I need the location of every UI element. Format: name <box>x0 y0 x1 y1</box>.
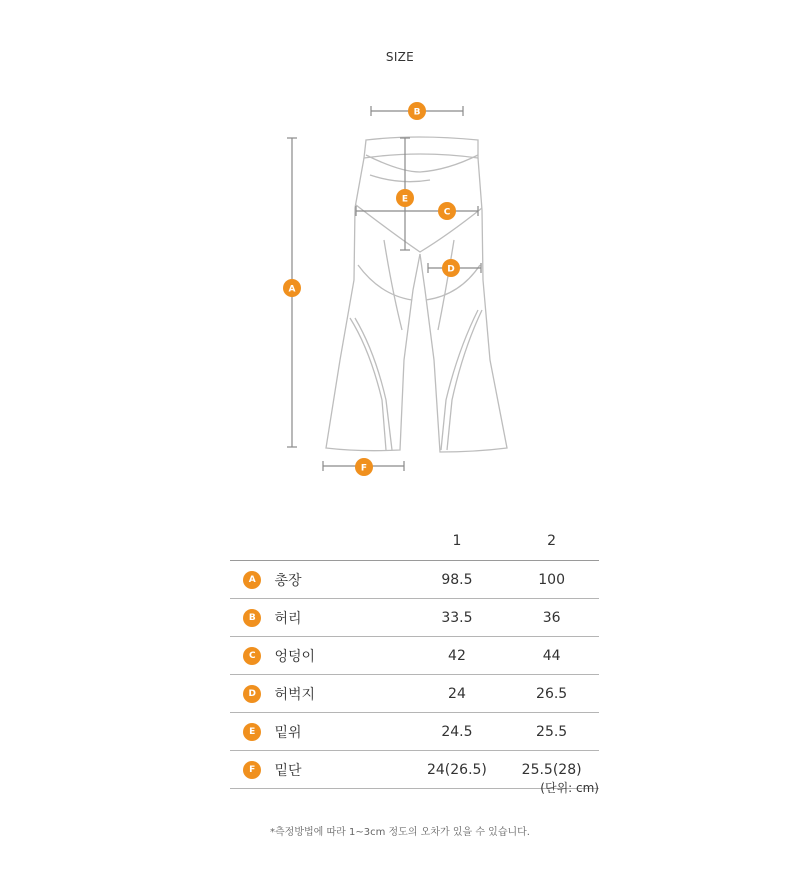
svg-text:C: C <box>443 207 451 218</box>
size-1-value: 24 <box>410 675 505 713</box>
svg-text:F: F <box>360 463 368 474</box>
measure-name: 총장 <box>275 561 410 599</box>
measure-name: 밑단 <box>275 751 410 789</box>
table-row <box>230 675 599 713</box>
badge-icon: B <box>243 609 261 627</box>
size-title: SIZE <box>385 50 415 64</box>
size-2-value: 25.5 <box>504 713 599 751</box>
table-header-row <box>230 522 599 561</box>
badge-icon: A <box>243 571 261 589</box>
size-1-value: 42 <box>410 637 505 675</box>
col-header-size-2: 2 <box>504 522 599 561</box>
badge-f <box>355 458 373 476</box>
svg-text:B: B <box>413 107 421 118</box>
measure-lines <box>287 106 481 471</box>
measurement-note: *측정방법에 따라 1~3cm 정도의 오차가 있을 수 있습니다. <box>270 827 530 838</box>
size-2-value: 44 <box>504 637 599 675</box>
badge-d <box>442 259 460 277</box>
size-1-value: 24(26.5) <box>410 751 505 789</box>
badge-b <box>408 102 426 120</box>
table-row <box>230 713 599 751</box>
size-2-value: 100 <box>504 561 599 599</box>
measure-name: 허벅지 <box>275 675 410 713</box>
badge-icon: E <box>243 723 261 741</box>
table-row <box>230 561 599 599</box>
size-1-value: 33.5 <box>410 599 505 637</box>
badge-icon: C <box>243 647 261 665</box>
size-1-value: 24.5 <box>410 713 505 751</box>
table-row <box>230 599 599 637</box>
badge-icon: D <box>243 685 261 703</box>
svg-text:E: E <box>401 194 409 205</box>
size-1-value: 98.5 <box>410 561 505 599</box>
measure-name: 엉덩이 <box>275 637 410 675</box>
size-table <box>230 522 599 789</box>
unit-label: (단위: cm) <box>540 781 599 795</box>
size-2-value: 36 <box>504 599 599 637</box>
size-2-value: 25.5(28) <box>504 751 599 789</box>
badge-c <box>438 202 456 220</box>
col-header-name <box>275 522 410 561</box>
measure-name: 허리 <box>275 599 410 637</box>
badge-a <box>283 279 301 297</box>
table-row <box>230 637 599 675</box>
size-2-value: 26.5 <box>504 675 599 713</box>
col-header-size-1: 1 <box>410 522 505 561</box>
svg-text:A: A <box>288 284 296 295</box>
pants-outline <box>326 137 507 452</box>
measure-name: 밑위 <box>275 713 410 751</box>
badge-icon: F <box>243 761 261 779</box>
svg-text:D: D <box>447 264 455 275</box>
badge-e <box>396 189 414 207</box>
col-header-badge <box>230 522 275 561</box>
